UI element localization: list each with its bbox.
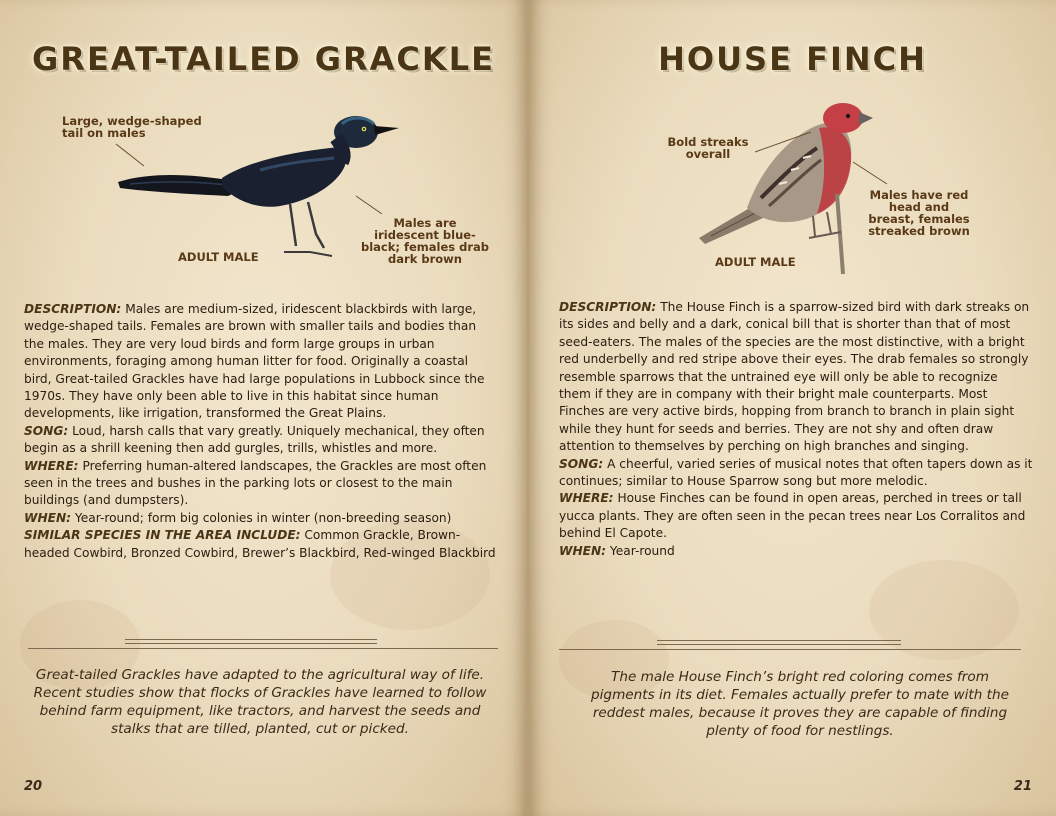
divider <box>28 648 498 649</box>
color-callout: Males are iridescent blue-black; females drab dark brown <box>360 216 490 266</box>
description-label: DESCRIPTION: <box>559 300 657 314</box>
song-label: SONG: <box>24 423 69 438</box>
right-page <box>528 0 1056 816</box>
similar-paragraph <box>24 527 498 562</box>
page-title: HOUSE FINCH <box>658 40 927 78</box>
divider <box>657 640 901 641</box>
when-paragraph <box>559 543 1033 560</box>
species-description <box>559 299 1033 560</box>
fun-fact-quote: The male House Finch’s bright red coloring comes from pigments in its diet. Females actually prefer to mate with the reddest males, because it proves they are capable of finding plenty of food for nestlings. <box>591 669 1009 739</box>
streaks-callout: Bold streaks overall <box>667 135 749 161</box>
species-description <box>24 301 498 562</box>
divider <box>559 649 1021 650</box>
song-paragraph <box>559 456 1033 491</box>
page-title: GREAT-TAILED GRACKLE <box>32 40 495 78</box>
song-paragraph <box>24 423 498 458</box>
description-text: Males are medium-sized, iridescent blackbirds with large, wedge-shaped tails. Females are brown with smaller tails and bodies than the males. They are very loud birds and form large groups in urban environments, foraging among human litter for food. Originally a coastal bird, Great-tailed Grackles have had large populations in Lubbock since the 1970s. They have only been able to live in this habitat since human developments, like irrigation, transformed the Great Plains. <box>24 302 485 421</box>
when-label: WHEN: <box>559 543 607 558</box>
similar-text: Common Grackle, Brown-headed Cowbird, Bronzed Cowbird, Brewer’s Blackbird, Red-winged Blackbird <box>24 528 496 560</box>
description-label: DESCRIPTION: <box>24 302 122 316</box>
song-label: SONG: <box>559 456 604 471</box>
description-paragraph <box>24 301 498 423</box>
age-label: ADULT MALE <box>178 250 259 264</box>
when-paragraph <box>24 510 498 527</box>
description-paragraph <box>559 299 1033 456</box>
page-number: 21 <box>1013 779 1032 794</box>
divider <box>125 639 377 640</box>
divider <box>125 643 377 644</box>
song-text: A cheerful, varied series of musical notes that often tapers down as it continues; similar to House Sparrow song but more melodic. <box>559 456 1033 489</box>
fun-fact-quote: Great-tailed Grackles have adapted to the agricultural way of life. Recent studies show that flocks of Grackles have learned to follow behind farm equipment, like tractors, and harvest the seeds and stalks that are tilled, planted, cut or picked. <box>33 667 487 737</box>
song-text: Loud, harsh calls that vary greatly. Uniquely mechanical, they often begin as a shrill keening then add gurgles, trills, whistles and more. <box>24 423 485 456</box>
where-paragraph <box>24 458 498 510</box>
where-label: WHERE: <box>559 491 614 506</box>
page-number: 20 <box>24 779 43 794</box>
age-label: ADULT MALE <box>715 255 796 269</box>
color-callout: Males have red head and breast, females streaked brown <box>868 188 970 238</box>
when-text: Year-round <box>609 543 675 558</box>
paper-stain <box>869 560 1019 660</box>
tail-callout: Large, wedge-shaped tail on males <box>62 114 202 140</box>
when-label: WHEN: <box>24 510 72 525</box>
when-text: Year-round; form big colonies in winter (non-breeding season) <box>74 510 452 525</box>
house-finch-illustration <box>691 98 891 274</box>
where-text: House Finches can be found in open areas, perched in trees or tall yucca plants. They are often seen in the pecan trees near Los Corralitos and behind El Capote. <box>559 491 1026 541</box>
description-text: The House Finch is a sparrow-sized bird with dark streaks on its sides and belly and a dark, conical bill that is shorter than that of most seed-eaters. The males of the species are the most distinctive, with a bright red underbelly and red stripe above their eyes. The drab females so strongly resemble sparrows that the untrained eye will only be able to recognize them if they are in company with their bright male counterparts. Most Finches are very active birds, hopping from branch to branch in plain sight while they hunt for seeds and berries. They are not shy and often draw attention to themselves by perching on high branches and singing. <box>559 300 1030 454</box>
where-label: WHERE: <box>24 458 79 473</box>
similar-label: SIMILAR SPECIES IN THE AREA INCLUDE: <box>24 528 301 543</box>
divider <box>657 644 901 645</box>
where-text: Preferring human-altered landscapes, the Grackles are most often seen in the trees and bushes in the parking lots or closest to the main buildings (and dumpsters). <box>24 458 487 508</box>
where-paragraph <box>559 490 1033 542</box>
